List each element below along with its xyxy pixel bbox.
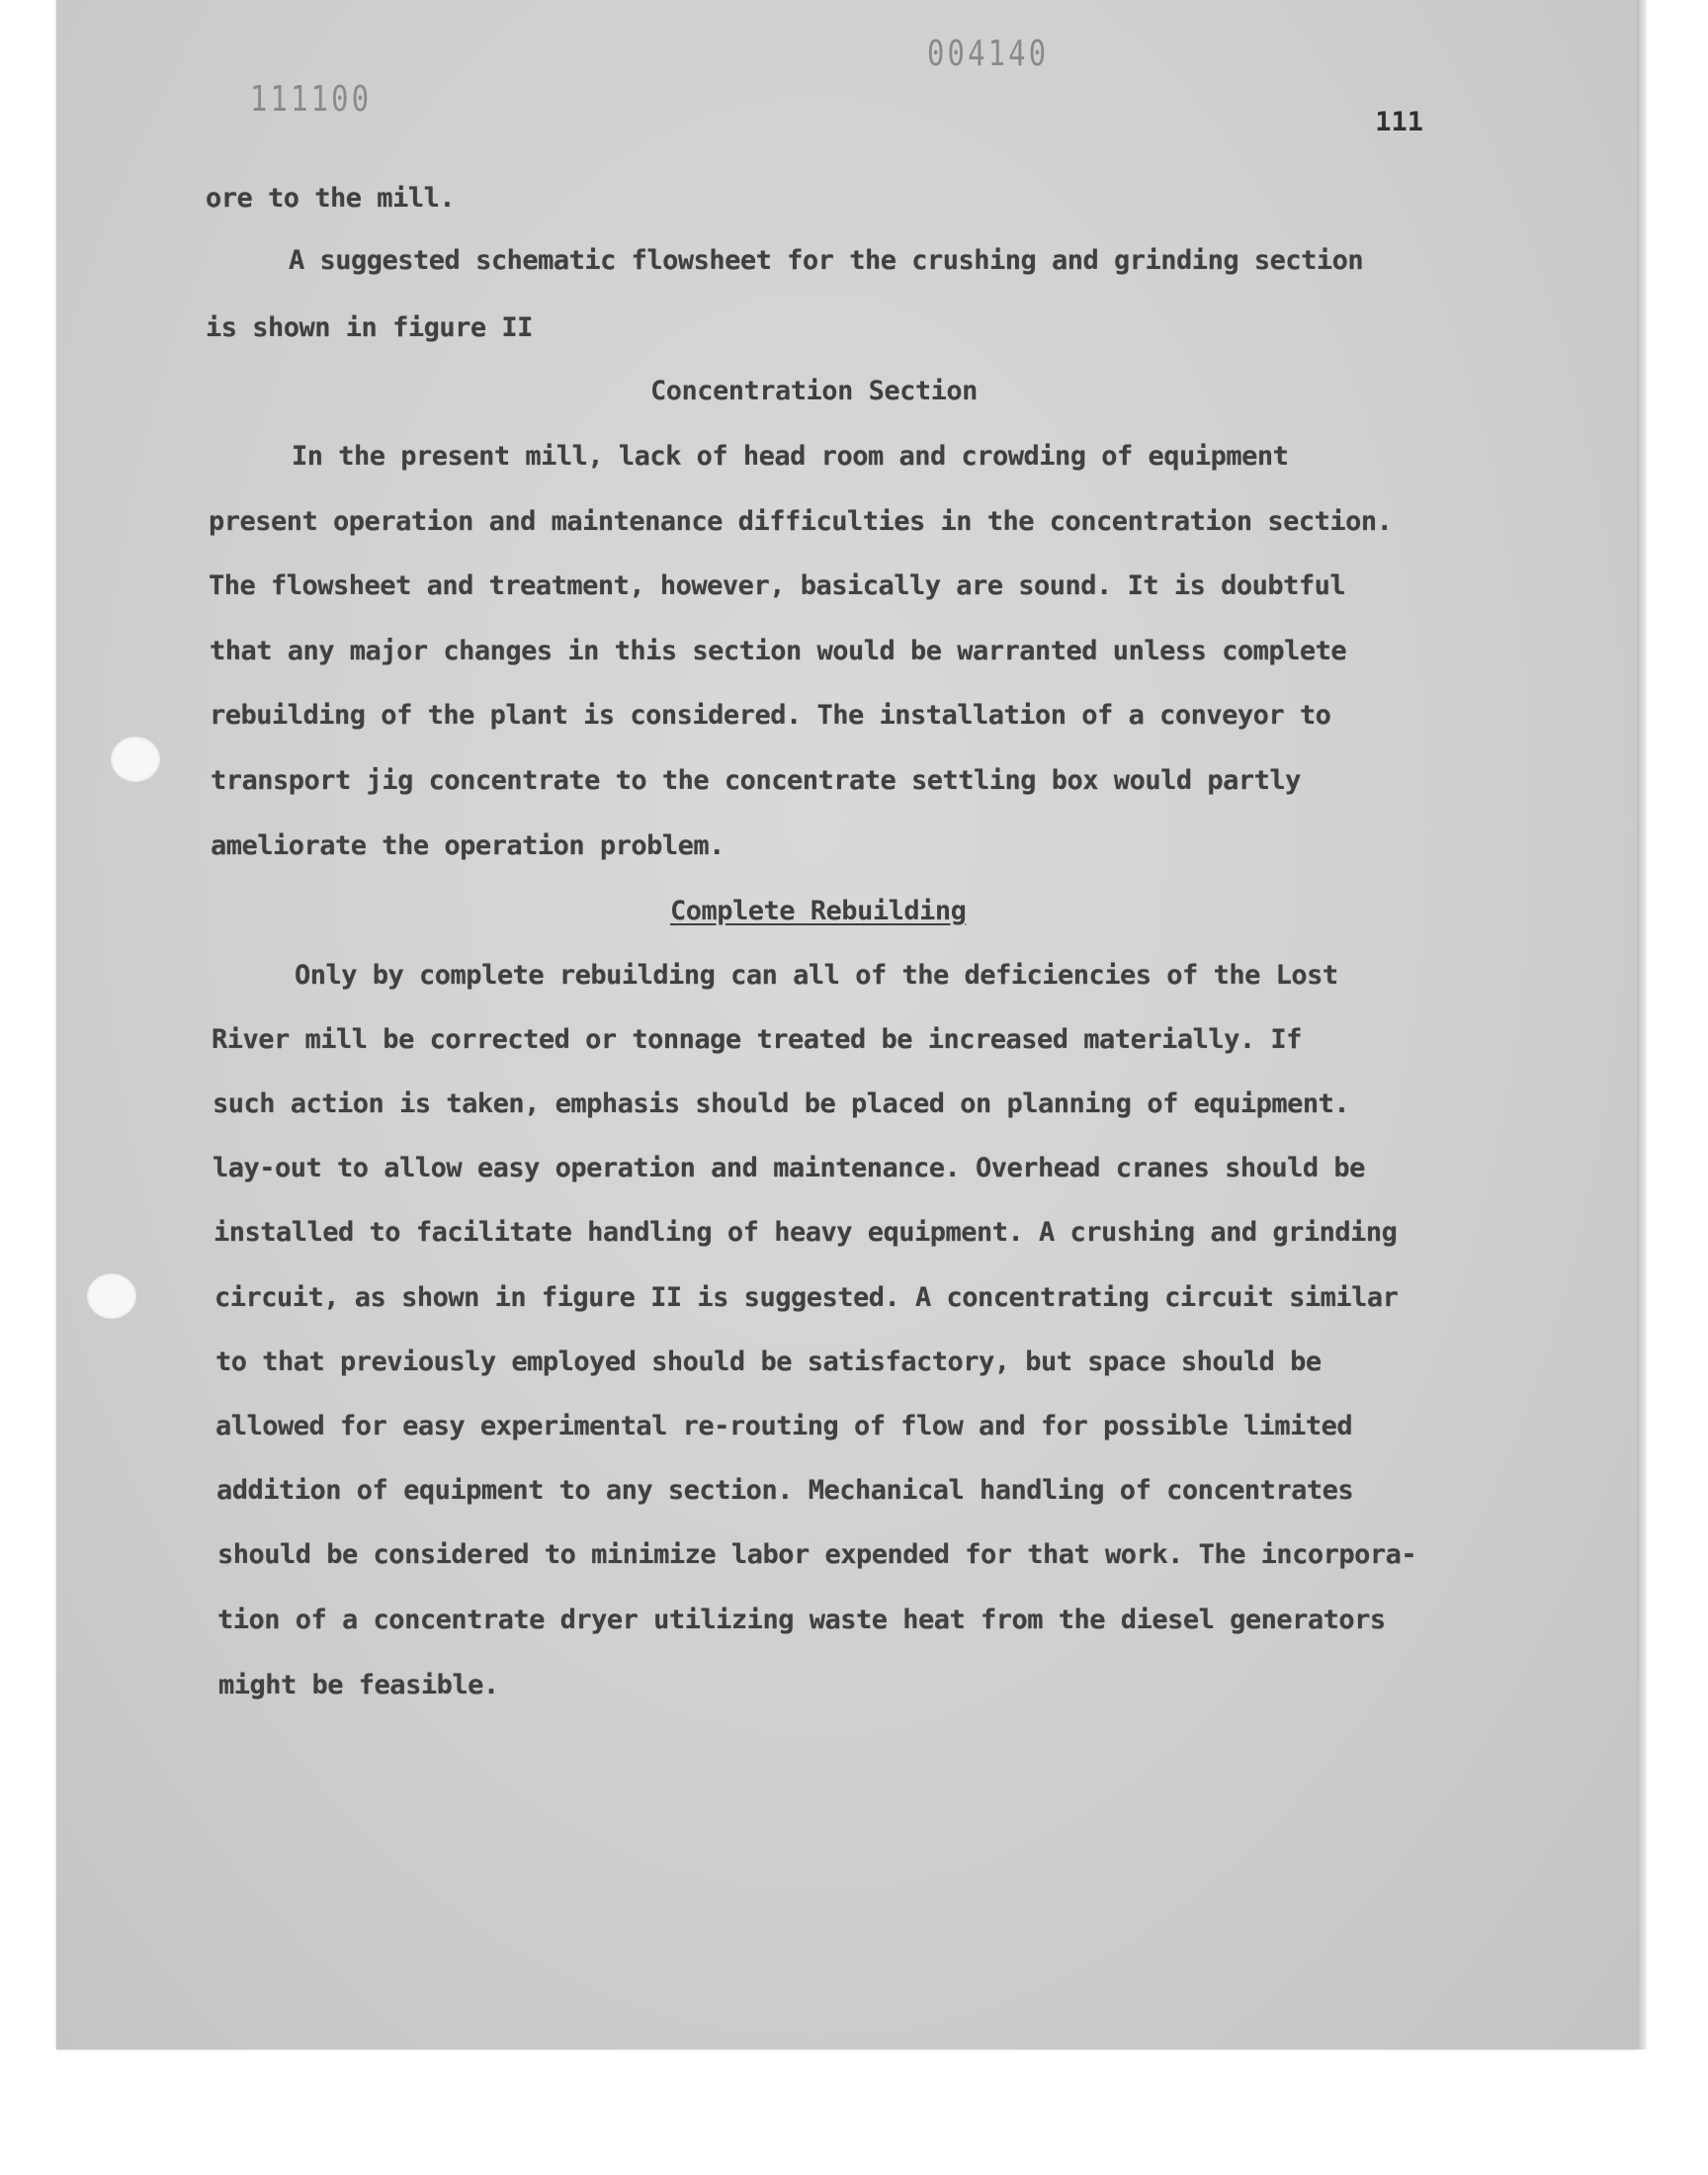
body-line: to that previously employed should be satisfactory, but space should be <box>215 1347 1322 1377</box>
body-line: rebuilding of the plant is considered. The installation of a conveyor to <box>210 700 1331 731</box>
body-line: The flowsheet and treatment, however, basically are sound. It is doubtful <box>209 570 1346 601</box>
body-line: installed to facilitate handling of heavy equipment. A crushing and grinding <box>214 1217 1398 1248</box>
body-line: should be considered to minimize labor expended for that work. The incorpora- <box>217 1539 1417 1570</box>
archive-stamp-left: 111100 <box>250 79 373 120</box>
body-line: addition of equipment to any section. Mechanical handling of concentrates <box>216 1475 1354 1506</box>
body-line: is shown in figure II <box>206 312 533 343</box>
page-number: 111 <box>1375 107 1423 137</box>
body-line: In the present mill, lack of head room and crowding of equipment <box>292 441 1289 472</box>
body-line: that any major changes in this section would be warranted unless complete <box>210 636 1347 666</box>
body-line: ore to the mill. <box>206 183 456 214</box>
body-line: might be feasible. <box>218 1670 499 1700</box>
binder-hole-lower <box>87 1273 136 1319</box>
body-line: Only by complete rebuilding can all of the deficiencies of the Lost <box>295 960 1338 991</box>
body-line: lay-out to allow easy operation and maintenance. Overhead cranes should be <box>213 1153 1365 1183</box>
body-line: circuit, as shown in figure II is suggested. A concentrating circuit similar <box>214 1282 1399 1313</box>
body-line: such action is taken, emphasis should be placed on planning of equipment. <box>213 1088 1350 1119</box>
body-line: River mill be corrected or tonnage treated be increased materially. If <box>212 1024 1302 1055</box>
body-line: transport jig concentrate to the concentrate settling box would partly <box>211 765 1301 796</box>
body-line: tion of a concentrate dryer utilizing waste heat from the diesel generators <box>217 1605 1386 1635</box>
archive-stamp-center: 004140 <box>927 34 1050 74</box>
section-heading-rebuilding: Complete Rebuilding <box>670 896 967 926</box>
binder-hole-upper <box>111 737 160 782</box>
body-line: ameliorate the operation problem. <box>211 830 725 861</box>
section-heading-concentration: Concentration Section <box>650 376 978 406</box>
body-line: present operation and maintenance difficulties in the concentration section. <box>209 506 1393 537</box>
body-line: allowed for easy experimental re-routing of flow and for possible limited <box>215 1411 1353 1441</box>
body-line: A suggested schematic flowsheet for the crushing and grinding section <box>289 245 1364 276</box>
